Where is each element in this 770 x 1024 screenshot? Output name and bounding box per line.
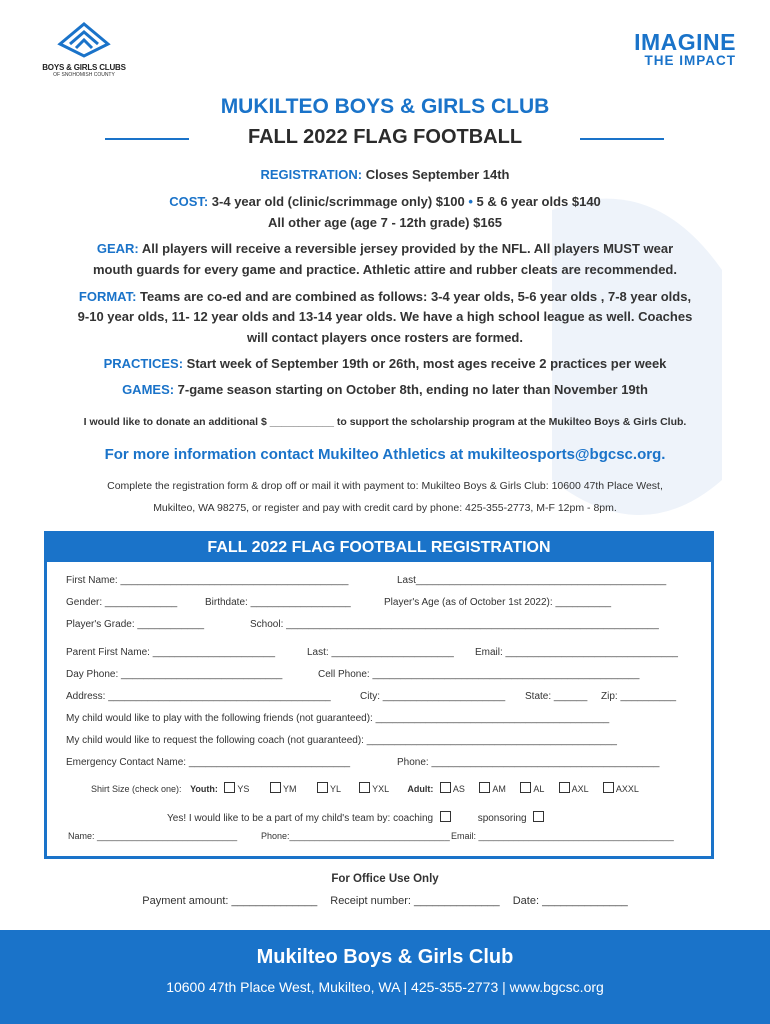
player-grade-field[interactable]: Player's Grade: ____________ [66,619,205,630]
size-option-as[interactable]: AS [440,784,465,794]
volunteer-email-field[interactable]: Email: _______________________________________ [451,831,674,841]
the-impact-text: THE IMPACT [644,53,736,68]
practices-text: Start week of September 19th or 26th, most ages receive 2 practices per week [183,356,667,371]
size-option-ym[interactable]: YM [270,784,297,794]
club-logo-icon [54,20,114,58]
imagine-the-impact [634,30,736,68]
adult-label: Adult: [407,784,434,794]
youth-label: Youth: [190,784,218,794]
zip-field[interactable]: Zip: __________ [601,691,677,702]
coaching-checkbox[interactable] [440,811,451,822]
player-age-field[interactable]: Player's Age (as of October 1st 2022): __________ [384,597,612,608]
games-label: GAMES: [122,382,175,397]
footer-address: 10600 47th Place West, Mukilteo, WA | 425-355-2773 | www.bgcsc.org [166,979,604,995]
size-option-yxl[interactable]: YXL [359,784,389,794]
registration-text: Closes September 14th [362,167,510,182]
checkbox[interactable] [559,782,570,793]
registration-line [30,167,740,182]
gear-line-2: mouth guards for every game and practice. Athletic attire and rubber cleats are recommended. [93,262,677,277]
imagine-text: IMAGINE [634,29,736,55]
parent-first-name-field[interactable]: Parent First Name: ______________________ [66,647,276,658]
sponsoring-label: sponsoring [477,813,527,824]
first-name-field[interactable]: First Name: _________________________________________ [66,575,349,586]
instructions-line-2: Mukilteo, WA 98275, or register and pay with credit card by phone: 425-355-2773, M-F 12pm - 8pm. [153,502,617,514]
gear-text: All players will receive a reversible jersey provided by the NFL. All players MUST wear [138,241,674,256]
office-use-row [0,895,770,907]
address-field[interactable]: Address: ________________________________________ [66,691,331,702]
size-option-axxl[interactable]: AXXL [603,784,639,794]
email-field[interactable]: Email: _______________________________ [475,647,678,658]
shirt-size-label: Shirt Size (check one): [91,784,182,794]
checkbox[interactable] [224,782,235,793]
format-text: Teams are co-ed and are combined as follows: 3-4 year olds, 5-6 year olds , 7-8 year olds, [136,289,692,304]
date-field[interactable]: Date: ______________ [512,895,628,907]
school-field[interactable]: School: ___________________________________________________________________ [250,619,659,630]
parent-last-name-field[interactable]: Last: ______________________ [307,647,454,658]
page-subtitle: FALL 2022 FLAG FOOTBALL [247,126,523,148]
emergency-contact-field[interactable]: Emergency Contact Name: _____________________________ [66,757,351,768]
team-role-row [167,811,546,824]
cost-line [30,194,740,209]
logo-subtext: OF SNOHOMISH COUNTY [53,72,115,78]
emergency-phone-field[interactable]: Phone: _________________________________________ [397,757,660,768]
shirt-size-row [91,782,639,794]
checkbox[interactable] [440,782,451,793]
format-label: FORMAT: [78,289,137,304]
form-header: FALL 2022 FLAG FOOTBALL REGISTRATION [47,534,711,562]
payment-amount-field[interactable]: Payment amount: ______________ [142,895,318,907]
gear-line [30,241,740,256]
last-name-field[interactable]: Last_____________________________________________ [397,575,667,586]
practices-line [30,356,740,371]
size-option-am[interactable]: AM [479,784,506,794]
page-title: MUKILTEO BOYS & GIRLS CLUB [220,95,550,118]
practices-label: PRACTICES: [103,356,184,371]
state-field[interactable]: State: ______ [525,691,588,702]
submission-instructions [40,475,730,519]
instructions-line-1: Complete the registration form & drop off or mail it with payment to: Mukilteo Boys & Girls Club: 10600 47th Place West, [107,480,663,492]
checkbox[interactable] [603,782,614,793]
format-line-3: will contact players once rosters are formed. [247,330,523,345]
cost-part2: 5 & 6 year olds $140 [472,194,601,209]
receipt-number-field[interactable]: Receipt number: ______________ [330,895,500,907]
footer-club-name: Mukilteo Boys & Girls Club [256,946,514,968]
gender-field[interactable]: Gender: _____________ [66,597,178,608]
cost-label: COST: [169,194,209,209]
office-use-title: For Office Use Only [331,873,439,885]
cell-phone-field[interactable]: Cell Phone: ________________________________________________ [318,669,640,680]
volunteer-name-field[interactable]: Name: ____________________________ [68,831,238,841]
club-logo [34,20,134,78]
day-phone-field[interactable]: Day Phone: _____________________________ [66,669,283,680]
checkbox[interactable] [520,782,531,793]
donate-line: I would like to donate an additional $ ___________ to support the scholarship program at the Mukilteo Boys & Girls Club. [83,416,687,428]
format-line-2: 9-10 year olds, 11- 12 year olds and 13-14 year olds. We have a high school league as well. Coaches [77,309,693,324]
contact-info: For more information contact Mukilteo Athletics at mukilteosports@bgcsc.org. [104,446,666,463]
cost-part1: 3-4 year old (clinic/scrimmage only) $100 [208,194,469,209]
coach-field[interactable]: My child would like to request the following coach (not guaranteed): _____________________________________________ [66,735,617,746]
checkbox[interactable] [479,782,490,793]
checkbox[interactable] [359,782,370,793]
registration-label: REGISTRATION: [260,167,363,182]
checkbox[interactable] [317,782,328,793]
registration-form [44,531,714,859]
footer [0,930,770,1024]
size-option-ys[interactable]: YS [224,784,249,794]
volunteer-phone-field[interactable]: Phone:________________________________ [261,831,450,841]
team-role-text: Yes! I would like to be a part of my child's team by: coaching [167,813,434,824]
gear-label: GEAR: [96,241,139,256]
sponsoring-checkbox[interactable] [533,811,544,822]
size-option-yl[interactable]: YL [317,784,341,794]
cost-separator: • [468,194,473,209]
checkbox[interactable] [270,782,281,793]
size-option-axl[interactable]: AXL [559,784,589,794]
games-text: 7-game season starting on October 8th, ending no later than November 19th [174,382,648,397]
games-line [30,382,740,397]
size-option-al[interactable]: AL [520,784,544,794]
cost-line-2: All other age (age 7 - 12th grade) $165 [267,215,503,230]
logo-text: BOYS & GIRLS CLUBS [42,63,126,72]
format-line [30,289,740,304]
birthdate-field[interactable]: Birthdate: __________________ [205,597,351,608]
friends-field[interactable]: My child would like to play with the following friends (not guaranteed): __________________________________________ [66,713,610,724]
city-field[interactable]: City: ______________________ [360,691,506,702]
